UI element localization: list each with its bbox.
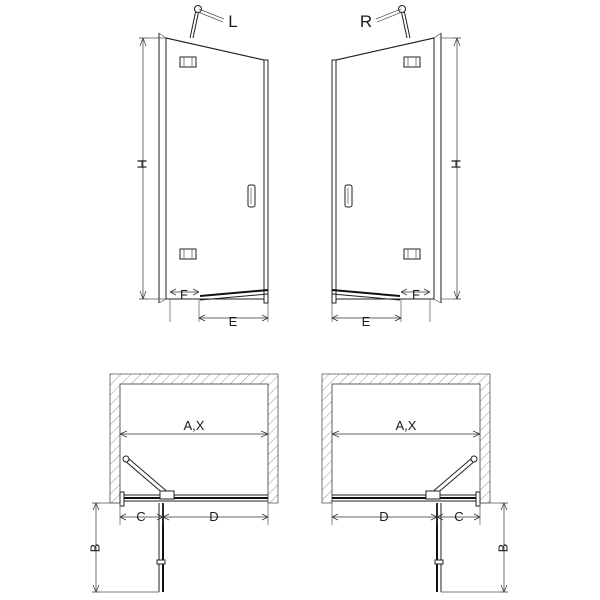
label-b-left: B <box>87 543 103 553</box>
label-ax-right: A,X <box>395 418 417 433</box>
label-e-left: E <box>228 314 238 329</box>
label-c-right: C <box>454 509 464 524</box>
label-f-left: F <box>180 287 188 302</box>
plan-view-right <box>322 374 510 592</box>
label-d-right: D <box>379 509 389 524</box>
title-right-elevation: R <box>359 12 373 31</box>
elevation-right <box>332 6 463 330</box>
label-ax-left: A,X <box>183 418 205 433</box>
label-height-left: H <box>134 159 150 169</box>
label-e-right: E <box>361 314 371 329</box>
label-d-left: D <box>209 509 219 524</box>
label-b-right: B <box>495 543 511 553</box>
plan-view-left <box>87 374 278 592</box>
label-c-left: C <box>136 509 146 524</box>
label-f-right: F <box>412 287 420 302</box>
label-height-right: H <box>448 159 464 169</box>
elevation-left <box>134 6 268 330</box>
title-left-elevation: L <box>228 12 238 31</box>
